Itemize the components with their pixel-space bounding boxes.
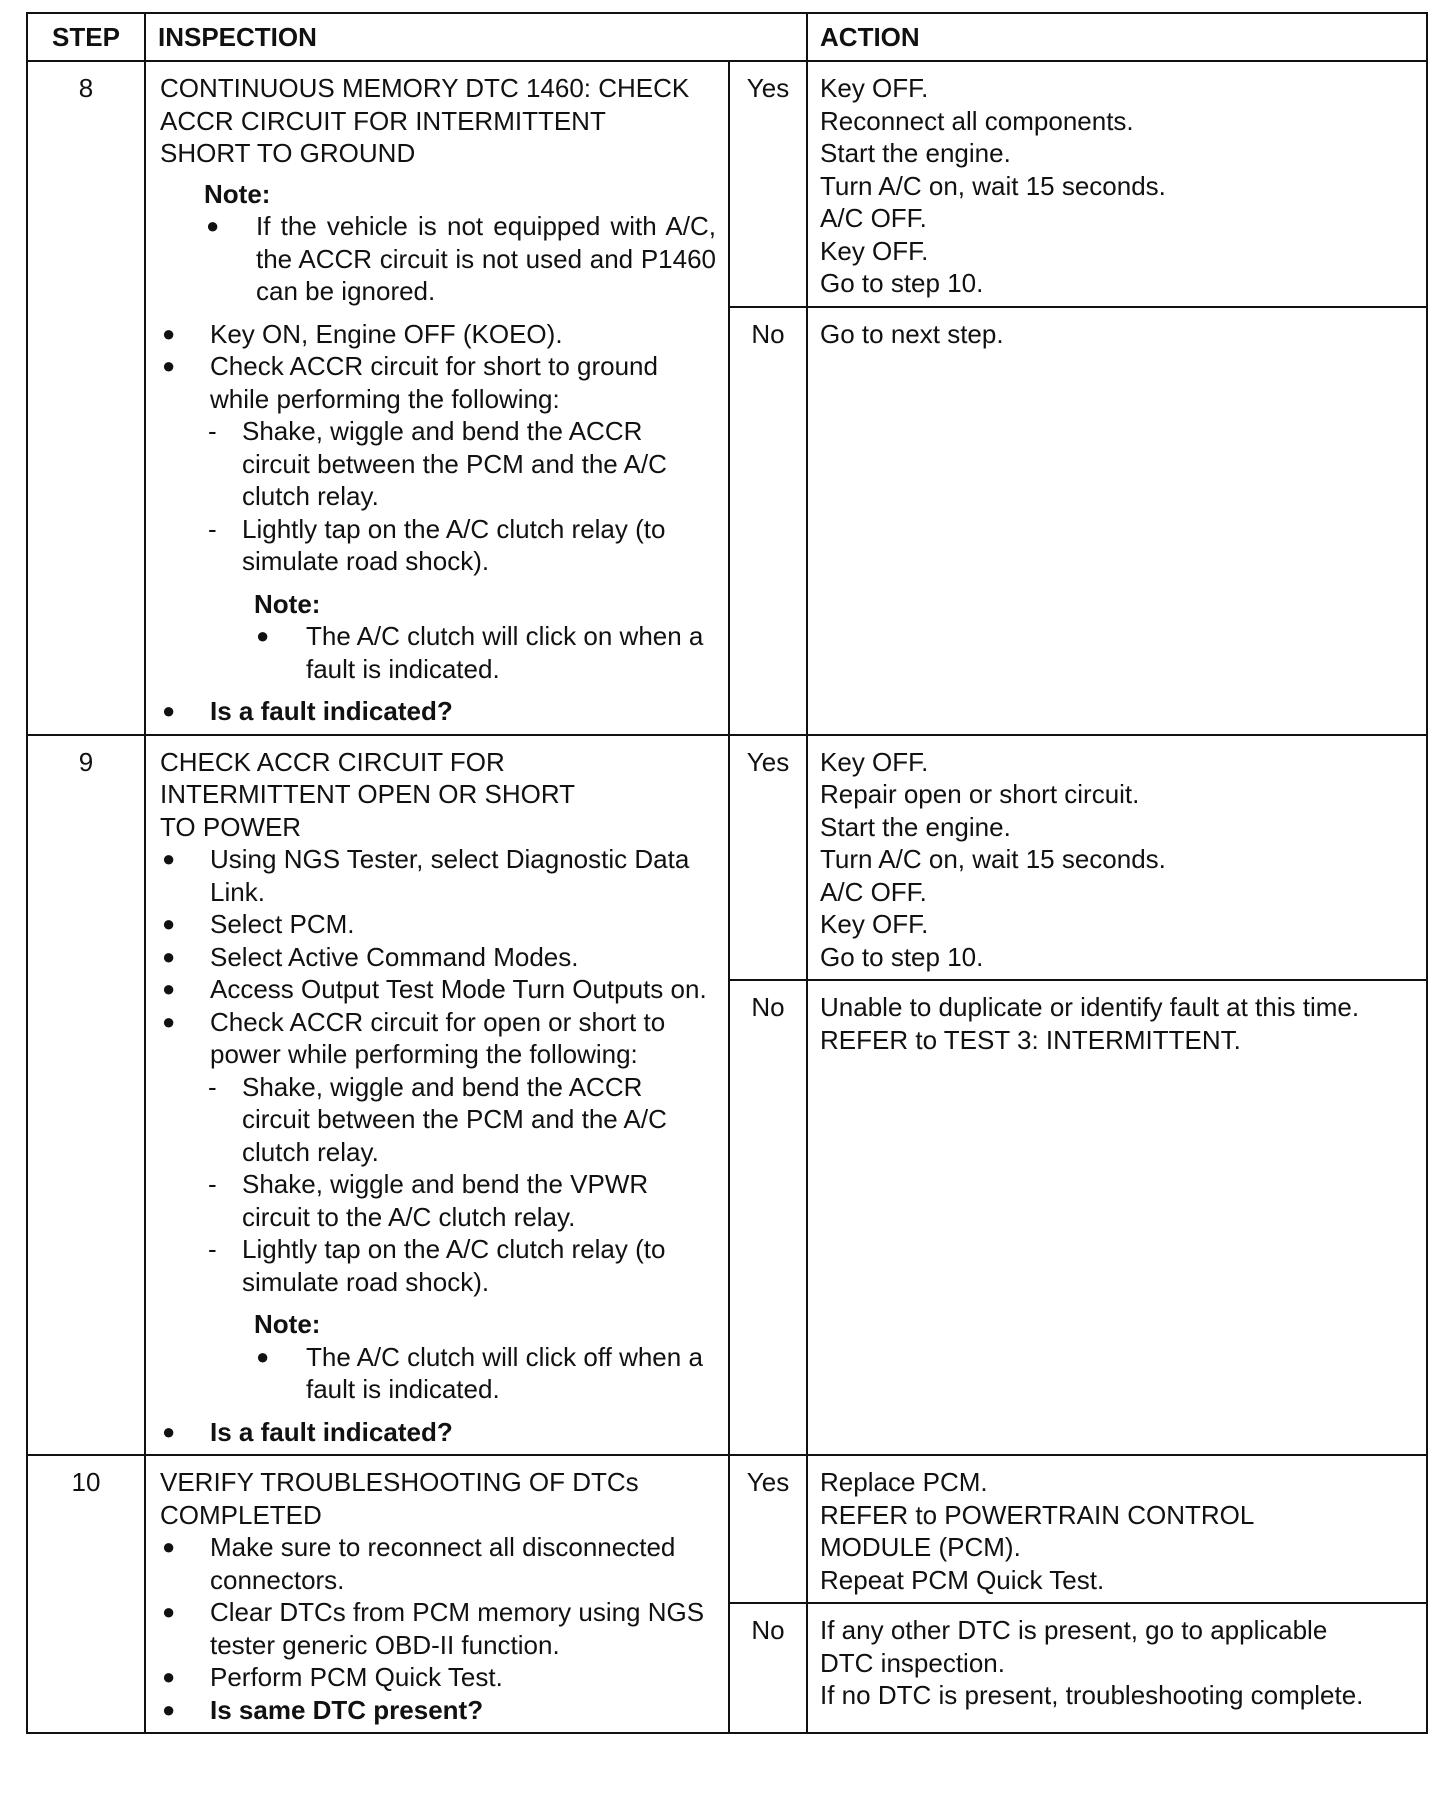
sub-item (208, 415, 716, 513)
bullet-icon: ● (162, 1696, 176, 1722)
diagnostic-procedure-table (26, 12, 1428, 1734)
list-item-text: Perform PCM Quick Test. (210, 1662, 503, 1692)
note-label: Note: (254, 588, 321, 619)
question-item (160, 1416, 716, 1449)
sub-item-text: Lightly tap on the A/C clutch relay (to simulate road shock). (242, 1234, 666, 1297)
list-item (160, 318, 716, 351)
action-line: Repeat PCM Quick Test. (820, 1564, 1105, 1595)
question-text: Is a fault indicated? (210, 1416, 453, 1447)
action-line: Reconnect all components. (820, 105, 1134, 136)
bullet-icon: ● (162, 911, 176, 936)
step-10-yes-row (27, 1455, 1427, 1603)
action-line: If no DTC is present, troubleshooting complete. (820, 1680, 1364, 1710)
action-line: Turn A/C on, wait 15 seconds. (820, 170, 1166, 201)
action-line: Go to step 10. (820, 941, 984, 972)
bullet-icon: ● (162, 1008, 176, 1034)
action-line: If any other DTC is present, go to applicable (820, 1615, 1328, 1645)
action-line: A/C OFF. (820, 203, 927, 233)
action-line: Key OFF. (820, 746, 929, 777)
action-line: Start the engine. (820, 138, 1011, 168)
bullet-icon: ● (256, 623, 270, 648)
list-item-text: Clear DTCs from PCM memory using NGS tester generic OBD-II function. (210, 1597, 705, 1660)
header-row (27, 13, 1427, 61)
action-line: Turn A/C on, wait 15 seconds. (820, 844, 1166, 874)
action-line: Unable to duplicate or identify fault at this time. (820, 992, 1360, 1022)
action-line: DTC inspection. (820, 1647, 1005, 1678)
header-action: ACTION (807, 13, 1427, 61)
question-text: Is a fault indicated? (210, 696, 453, 726)
answer-no: No (729, 1603, 807, 1733)
list-item (160, 941, 716, 974)
action-line: Repair open or short circuit. (820, 779, 1140, 809)
action-line: REFER to TEST 3: INTERMITTENT. (820, 1024, 1241, 1055)
sub-item-text: Lightly tap on the A/C clutch relay (to simulate road shock). (242, 513, 666, 576)
list-item-text: Select Active Command Modes. (210, 941, 579, 972)
title-line: COMPLETED (160, 1499, 322, 1530)
step-8-title (160, 72, 716, 170)
note-item (254, 1341, 716, 1406)
question-item (160, 1694, 716, 1727)
answer-yes: Yes (729, 61, 807, 307)
step-8-inspection (145, 61, 729, 735)
step-9-inspection (145, 735, 729, 1456)
step-10-yes-actions (807, 1455, 1427, 1603)
step-10-inspection (145, 1455, 729, 1733)
dash-icon: - (208, 1071, 217, 1102)
header-step: STEP (27, 13, 145, 61)
action-line: Key OFF. (820, 73, 929, 103)
question-text: Is same DTC present? (210, 1694, 484, 1725)
action-line: Key OFF. (820, 909, 929, 939)
step-9-no-actions (807, 980, 1427, 1455)
answer-no: No (729, 980, 807, 1455)
step-10-list (160, 1531, 716, 1726)
answer-yes: Yes (729, 735, 807, 981)
step-9-yes-actions (807, 735, 1427, 981)
note-text: If the vehicle is not equipped with A/C, the ACCR circuit is not used and P1460 can be ignored. (256, 211, 716, 306)
title-line: CONTINUOUS MEMORY DTC 1460: CHECK (160, 73, 690, 103)
header-inspection: INSPECTION (145, 13, 807, 61)
sub-item-text: Shake, wiggle and bend the VPWR circuit to the A/C clutch relay. (242, 1169, 649, 1232)
note-text: The A/C clutch will click off when a fault is indicated. (306, 1341, 703, 1404)
title-line: ACCR CIRCUIT FOR INTERMITTENT (160, 105, 606, 136)
note-item (204, 210, 716, 308)
bullet-icon: ● (162, 698, 176, 723)
step-number: 8 (27, 61, 145, 735)
step-9-note (254, 1308, 716, 1406)
title-line: INTERMITTENT OPEN OR SHORT (160, 779, 576, 809)
dash-icon: - (208, 1169, 217, 1199)
note-item (254, 620, 716, 685)
bullet-icon: ● (162, 1418, 176, 1444)
sub-item (208, 1071, 716, 1169)
action-line: Key OFF. (820, 235, 929, 266)
list-item-text: Select PCM. (210, 909, 355, 939)
action-line: Go to step 10. (820, 268, 984, 298)
title-line: TO POWER (160, 811, 302, 842)
step-number: 10 (27, 1455, 145, 1733)
step-9-title (160, 746, 716, 844)
action-line: REFER to POWERTRAIN CONTROL (820, 1499, 1255, 1530)
sub-item-text: Shake, wiggle and bend the ACCR circuit between the PCM and the A/C clutch relay. (242, 1071, 667, 1167)
step-8-yes-row (27, 61, 1427, 307)
bullet-icon: ● (162, 1599, 176, 1624)
bullet-icon: ● (162, 320, 176, 346)
dash-icon: - (208, 1234, 217, 1264)
list-item (160, 1661, 716, 1694)
question-item (160, 695, 716, 728)
action-line: MODULE (PCM). (820, 1532, 1021, 1562)
sub-item (208, 1168, 716, 1233)
bullet-icon: ● (162, 1664, 176, 1689)
list-item (160, 908, 716, 941)
list-item-text: Key ON, Engine OFF (KOEO). (210, 318, 563, 349)
sub-item-text: Shake, wiggle and bend the ACCR circuit between the PCM and the A/C clutch relay. (242, 416, 667, 511)
list-item (160, 1531, 716, 1596)
step-8-note-2 (254, 588, 716, 686)
bullet-icon: ● (162, 976, 176, 1001)
list-item-text: Using NGS Tester, select Diagnostic Data Link. (210, 844, 690, 907)
title-line: SHORT TO GROUND (160, 138, 416, 168)
step-10-title (160, 1466, 716, 1531)
bullet-icon: ● (256, 1343, 270, 1369)
action-line: A/C OFF. (820, 876, 927, 907)
sub-item (208, 1233, 716, 1298)
list-item-text: Access Output Test Mode Turn Outputs on. (210, 974, 707, 1004)
list-item-text: Check ACCR circuit for open or short to power while performing the following: (210, 1006, 666, 1069)
action-line: Go to next step. (820, 318, 1004, 349)
step-9-yes-row (27, 735, 1427, 981)
title-line: CHECK ACCR CIRCUIT FOR (160, 746, 505, 777)
list-item (160, 1006, 716, 1071)
sub-item (208, 513, 716, 578)
note-text: The A/C clutch will click on when a fault is indicated. (306, 621, 704, 684)
step-8-yes-actions (807, 61, 1427, 307)
step-8-list (160, 318, 716, 728)
list-item-text: Make sure to reconnect all disconnected connectors. (210, 1532, 676, 1595)
dash-icon: - (208, 416, 217, 446)
bullet-icon: ● (162, 846, 176, 871)
action-line: Replace PCM. (820, 1467, 988, 1497)
list-item (160, 1596, 716, 1661)
step-10-no-actions (807, 1603, 1427, 1733)
step-number: 9 (27, 735, 145, 1456)
note-label: Note: (254, 1309, 321, 1339)
title-line: VERIFY TROUBLESHOOTING OF DTCs (160, 1467, 639, 1497)
list-item (160, 973, 716, 1006)
step-8-no-actions (807, 307, 1427, 735)
bullet-icon: ● (162, 943, 176, 969)
note-label: Note: (204, 178, 271, 209)
step-8-note (204, 178, 716, 308)
list-item (160, 350, 716, 415)
bullet-icon: ● (162, 1534, 176, 1559)
action-line: Start the engine. (820, 811, 1011, 842)
answer-yes: Yes (729, 1455, 807, 1603)
list-item-text: Check ACCR circuit for short to ground while performing the following: (210, 351, 658, 414)
list-item (160, 843, 716, 908)
dash-icon: - (208, 513, 217, 544)
bullet-icon: ● (162, 353, 176, 378)
bullet-icon: ● (206, 213, 220, 238)
answer-no: No (729, 307, 807, 735)
step-9-list (160, 843, 716, 1448)
